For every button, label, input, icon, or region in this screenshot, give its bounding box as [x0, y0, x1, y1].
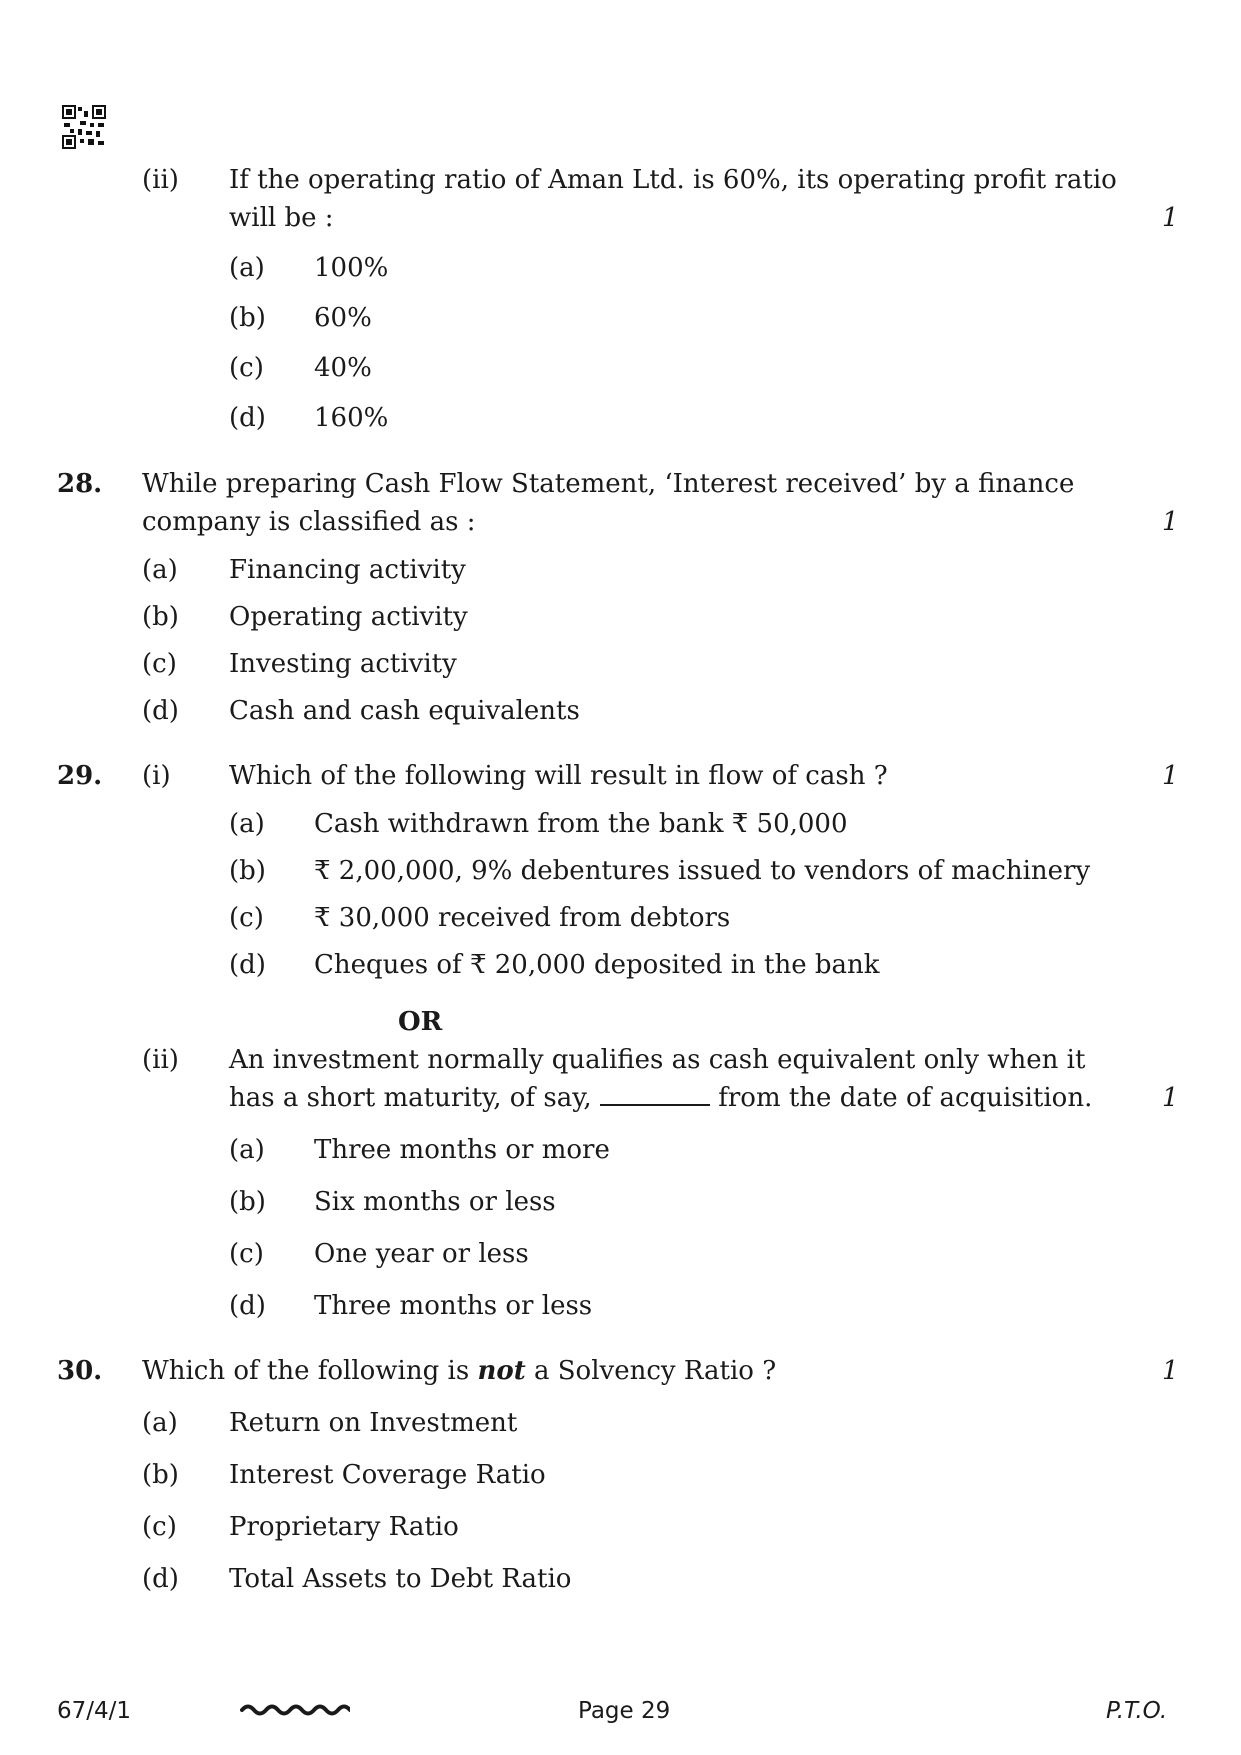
option-text: Three months or more	[314, 1135, 610, 1165]
question-text: Which of the following is not a Solvency Ratio ?	[142, 1356, 777, 1386]
option-key: (a)	[142, 555, 178, 585]
question-number: 28.	[57, 469, 103, 499]
option-key: (d)	[229, 1291, 266, 1321]
option-key: (b)	[229, 856, 266, 886]
option-key: (a)	[229, 253, 265, 283]
option-key: (d)	[142, 696, 179, 726]
question-text: company is classified as :	[142, 507, 476, 537]
marks-label: 1	[1162, 203, 1179, 233]
option-text: 60%	[314, 303, 372, 333]
page-number: Page 29	[578, 1698, 671, 1724]
option-key: (a)	[142, 1408, 178, 1438]
option-key: (b)	[142, 602, 179, 632]
marks-label: 1	[1162, 507, 1179, 537]
qr-code-icon	[62, 105, 106, 149]
question-number: 30.	[57, 1356, 103, 1386]
question-text: If the operating ratio of Aman Ltd. is 60%, its operating profit ratio	[229, 165, 1117, 195]
option-text: Investing activity	[229, 649, 457, 679]
option-text: Six months or less	[314, 1187, 556, 1217]
question-text: While preparing Cash Flow Statement, ‘Interest received’ by a finance	[142, 469, 1075, 499]
option-key: (c)	[142, 649, 177, 679]
option-key: (c)	[229, 903, 264, 933]
option-key: (b)	[229, 303, 266, 333]
fill-in-blank	[600, 1082, 710, 1106]
option-text: Cash withdrawn from the bank ₹ 50,000	[314, 809, 848, 839]
or-separator: OR	[398, 1007, 443, 1037]
question-part-label: (i)	[142, 761, 171, 791]
option-text: 40%	[314, 353, 372, 383]
option-text: Cheques of ₹ 20,000 deposited in the bank	[314, 950, 880, 980]
option-key: (c)	[142, 1512, 177, 1542]
option-key: (a)	[229, 1135, 265, 1165]
option-text: Three months or less	[314, 1291, 593, 1321]
paper-code: 67/4/1	[57, 1698, 132, 1724]
option-key: (c)	[229, 1239, 264, 1269]
option-text: One year or less	[314, 1239, 529, 1269]
question-part-label: (ii)	[142, 165, 179, 195]
option-key: (d)	[229, 403, 266, 433]
option-text: Financing activity	[229, 555, 466, 585]
option-text: Interest Coverage Ratio	[229, 1460, 546, 1490]
option-key: (c)	[229, 353, 264, 383]
emphasis-not: not	[477, 1356, 526, 1386]
question-text: will be :	[229, 203, 334, 233]
option-text: 100%	[314, 253, 389, 283]
option-key: (b)	[229, 1187, 266, 1217]
option-text: Total Assets to Debt Ratio	[229, 1564, 572, 1594]
option-text: ₹ 30,000 received from debtors	[314, 903, 731, 933]
option-key: (d)	[142, 1564, 179, 1594]
option-key: (d)	[229, 950, 266, 980]
marks-label: 1	[1162, 1356, 1179, 1386]
question-number: 29.	[57, 761, 103, 791]
option-text: Return on Investment	[229, 1408, 518, 1438]
question-text: An investment normally qualifies as cash equivalent only when it	[229, 1045, 1086, 1075]
wave-ornament-icon	[240, 1700, 350, 1720]
option-key: (a)	[229, 809, 265, 839]
option-key: (b)	[142, 1460, 179, 1490]
question-text-with-blank: has a short maturity, of say, from the date of acquisition.	[229, 1083, 1093, 1113]
please-turn-over: P.T.O.	[1106, 1698, 1168, 1724]
option-text: Proprietary Ratio	[229, 1512, 459, 1542]
marks-label: 1	[1162, 761, 1179, 791]
option-text: 160%	[314, 403, 389, 433]
question-part-label: (ii)	[142, 1045, 179, 1075]
marks-label: 1	[1162, 1083, 1179, 1113]
question-text: Which of the following will result in flow of cash ?	[229, 761, 888, 791]
option-text: ₹ 2,00,000, 9% debentures issued to vendors of machinery	[314, 856, 1091, 886]
option-text: Cash and cash equivalents	[229, 696, 580, 726]
option-text: Operating activity	[229, 602, 468, 632]
